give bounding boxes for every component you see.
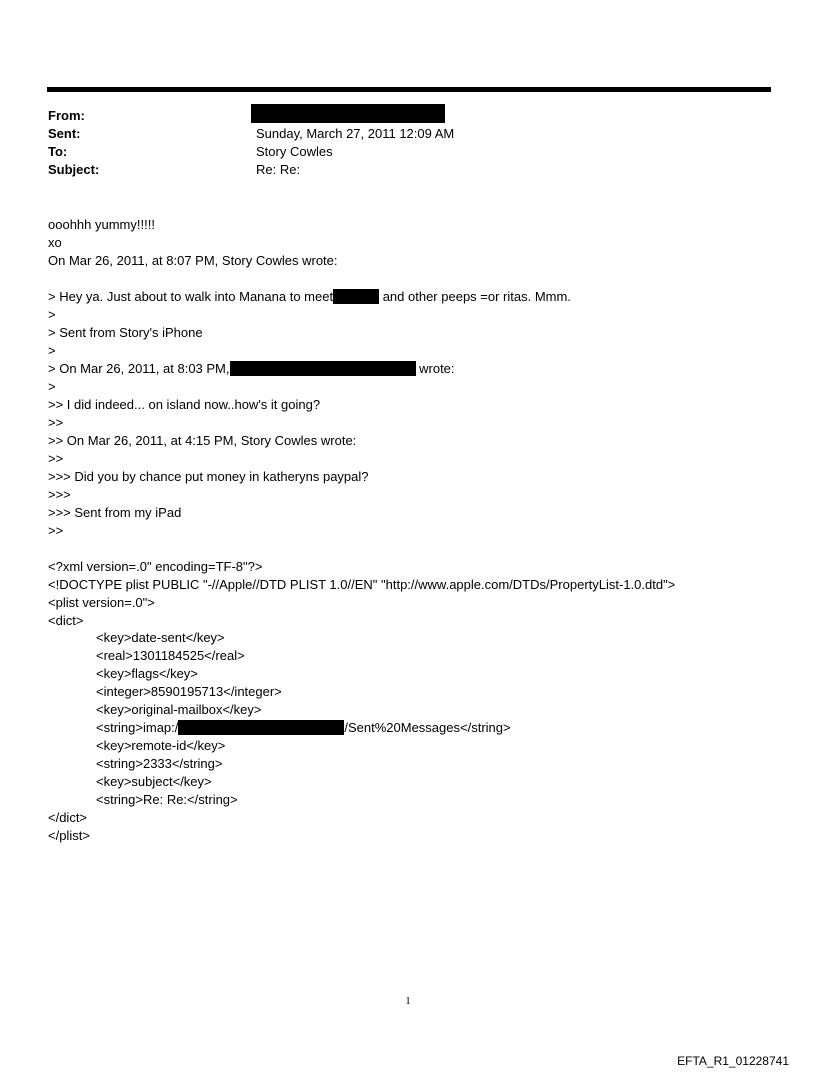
from-label: From: <box>48 108 85 123</box>
plist-line: <real>1301184525</real> <box>96 648 245 663</box>
plist-line: <dict> <box>48 613 84 628</box>
body-line: On Mar 26, 2011, at 8:07 PM, Story Cowles wrote: <box>48 253 338 268</box>
body-line-text: wrote: <box>419 361 455 376</box>
body-line <box>48 360 455 378</box>
body-line: >> <box>48 451 64 466</box>
body-line: >> <box>48 523 64 538</box>
plist-line: <key>original-mailbox</key> <box>96 702 262 717</box>
plist-line: <key>subject</key> <box>96 774 212 789</box>
body-line: > <box>48 307 56 322</box>
from-redaction <box>251 104 445 123</box>
body-line <box>48 288 571 306</box>
body-line: >> <box>48 415 64 430</box>
page-number: 1 <box>405 995 411 1007</box>
subject-value: Re: Re: <box>256 162 301 177</box>
body-line: ooohhh yummy!!!!! <box>48 217 155 232</box>
plist-line-text: /Sent%20Messages</string> <box>344 720 511 735</box>
plist-line-text: <string>imap:/ <box>96 720 179 735</box>
plist-line: <string>2333</string> <box>96 756 223 771</box>
plist-line: <key>flags</key> <box>96 666 198 681</box>
plist-line: <plist version=.0"> <box>48 595 155 610</box>
header-rule <box>47 87 771 92</box>
sent-value: Sunday, March 27, 2011 12:09 AM <box>256 126 455 141</box>
to-label: To: <box>48 144 68 159</box>
body-line-text: and other peeps =or ritas. Mmm. <box>382 289 571 304</box>
sent-label: Sent: <box>48 126 81 141</box>
inline-redaction <box>178 720 344 735</box>
plist-line: <key>date-sent</key> <box>96 630 225 645</box>
body-line: > <box>48 379 56 394</box>
body-line: > <box>48 343 56 358</box>
plist-line: </plist> <box>48 828 90 843</box>
body-line: >> On Mar 26, 2011, at 4:15 PM, Story Cowles wrote: <box>48 433 357 448</box>
plist-line: </dict> <box>48 810 88 825</box>
document-id: EFTA_R1_01228741 <box>677 1054 789 1068</box>
inline-redaction <box>333 289 379 304</box>
body-line: >> I did indeed... on island now..how's it going? <box>48 397 321 412</box>
body-line-text: > Hey ya. Just about to walk into Manana to meet <box>48 289 334 304</box>
plist-line: <string>Re: Re:</string> <box>96 792 238 807</box>
body-line: >>> <box>48 487 71 502</box>
body-line: xo <box>48 235 62 250</box>
plist-line <box>96 719 511 737</box>
plist-line: <?xml version=.0" encoding=TF-8"?> <box>48 559 263 574</box>
body-line: >>> Sent from my iPad <box>48 505 182 520</box>
body-line-text: > On Mar 26, 2011, at 8:03 PM, <box>48 361 230 376</box>
plist-line: <integer>8590195713</integer> <box>96 684 282 699</box>
inline-redaction <box>230 361 416 376</box>
body-line: > Sent from Story's iPhone <box>48 325 203 340</box>
to-value: Story Cowles <box>256 144 333 159</box>
body-line: >>> Did you by chance put money in katheryns paypal? <box>48 469 369 484</box>
plist-line: <!DOCTYPE plist PUBLIC "-//Apple//DTD PLIST 1.0//EN" "http://www.apple.com/DTDs/PropertyList-1.0.dtd"> <box>48 577 676 592</box>
plist-line: <key>remote-id</key> <box>96 738 226 753</box>
subject-label: Subject: <box>48 162 100 177</box>
